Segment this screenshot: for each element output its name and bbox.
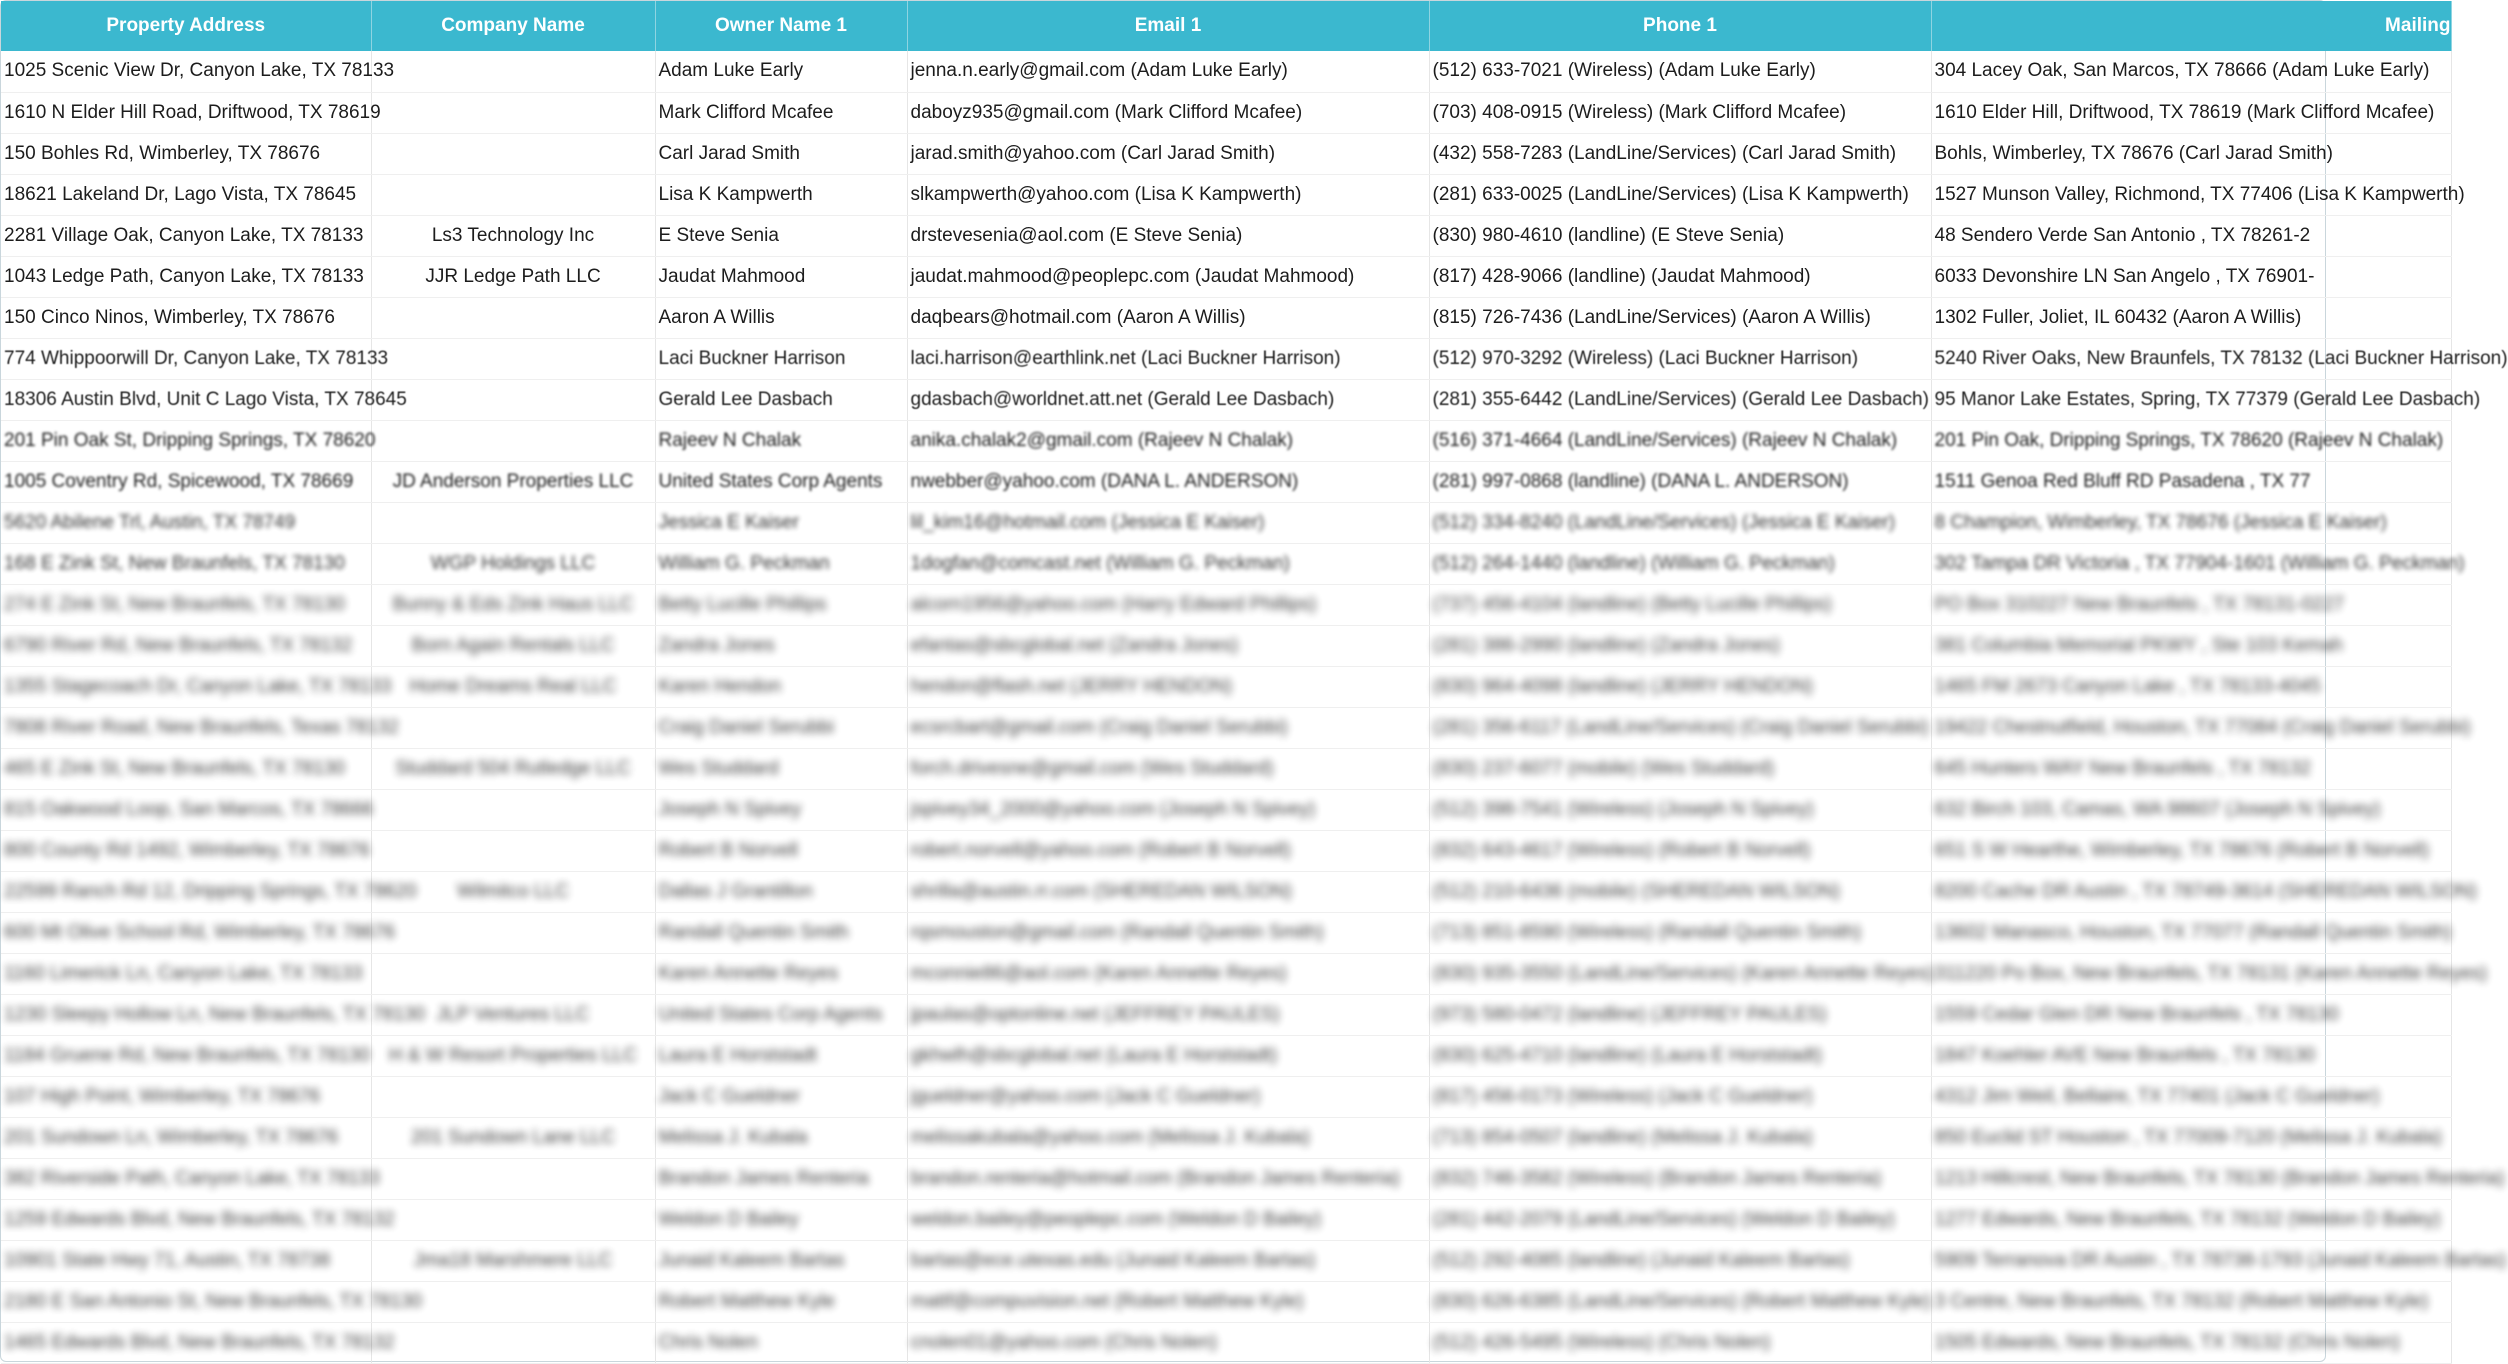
cell-phone[interactable]: (512) 292-4085 (landline) (Junaid Kaleem Bartas) bbox=[1429, 1240, 1931, 1281]
cell-property-address[interactable]: 1025 Scenic View Dr, Canyon Lake, TX 78133 bbox=[1, 51, 371, 92]
cell-owner-name[interactable]: Wes Studdard bbox=[655, 748, 907, 789]
cell-email[interactable]: gdasbach@worldnet.att.net (Gerald Lee Dasbach) bbox=[907, 379, 1429, 420]
cell-phone[interactable]: (432) 558-7283 (LandLine/Services) (Carl Jarad Smith) bbox=[1429, 133, 1931, 174]
cell-company-name[interactable]: Born Again Rentals LLC bbox=[371, 625, 655, 666]
cell-property-address[interactable]: 5620 Abilene Trl, Austin, TX 78749 bbox=[1, 502, 371, 543]
table-row[interactable] bbox=[1, 666, 2451, 707]
cell-owner-name[interactable]: Aaron A Willis bbox=[655, 297, 907, 338]
cell-email[interactable]: jpaulas@optonline.net (JEFFREY PAULES) bbox=[907, 994, 1429, 1035]
cell-phone[interactable]: (832) 643-4617 (Wireless) (Robert B Norvell) bbox=[1429, 830, 1931, 871]
cell-owner-name[interactable]: United States Corp Agents bbox=[655, 461, 907, 502]
table-row[interactable] bbox=[1, 912, 2451, 953]
cell-company-name[interactable] bbox=[371, 1076, 655, 1117]
cell-owner-name[interactable]: Chris Nolen bbox=[655, 1322, 907, 1363]
cell-company-name[interactable] bbox=[371, 133, 655, 174]
cell-phone[interactable]: (281) 386-2990 (landline) (Zandra Jones) bbox=[1429, 625, 1931, 666]
cell-phone[interactable]: (830) 964-4098 (landline) (JERRY HENDON) bbox=[1429, 666, 1931, 707]
cell-owner-name[interactable]: Craig Daniel Serubbi bbox=[655, 707, 907, 748]
cell-phone[interactable]: (737) 456-4104 (landline) (Betty Lucille Phillips) bbox=[1429, 584, 1931, 625]
cell-owner-name[interactable]: Rajeev N Chalak bbox=[655, 420, 907, 461]
cell-mailing[interactable]: 13602 Manasco, Houston, TX 77077 (Randall Quentin Smith) bbox=[1931, 912, 2451, 953]
cell-company-name[interactable] bbox=[371, 1281, 655, 1322]
cell-owner-name[interactable]: Jaudat Mahmood bbox=[655, 256, 907, 297]
cell-email[interactable]: jaudat.mahmood@peoplepc.com (Jaudat Mahmood) bbox=[907, 256, 1429, 297]
cell-company-name[interactable] bbox=[371, 502, 655, 543]
cell-phone[interactable]: (713) 851-8590 (Wireless) (Randall Quentin Smith) bbox=[1429, 912, 1931, 953]
cell-company-name[interactable]: JLP Ventures LLC bbox=[371, 994, 655, 1035]
cell-mailing[interactable]: 1213 Hillcrest, New Braunfels, TX 78130 (Brandon James Renteria) bbox=[1931, 1158, 2451, 1199]
cell-owner-name[interactable]: Betty Lucille Phillips bbox=[655, 584, 907, 625]
cell-property-address[interactable]: 18621 Lakeland Dr, Lago Vista, TX 78645 bbox=[1, 174, 371, 215]
cell-mailing[interactable]: 5909 Terranova DR Austin , TX 78738-1793 (Junaid Kaleem Bartas) bbox=[1931, 1240, 2451, 1281]
table-row[interactable] bbox=[1, 1281, 2451, 1322]
cell-owner-name[interactable]: Laura E Horststadt bbox=[655, 1035, 907, 1076]
cell-company-name[interactable] bbox=[371, 379, 655, 420]
cell-property-address[interactable]: 2281 Village Oak, Canyon Lake, TX 78133 bbox=[1, 215, 371, 256]
cell-owner-name[interactable]: Robert Matthew Kyle bbox=[655, 1281, 907, 1322]
table-row[interactable] bbox=[1, 625, 2451, 666]
cell-mailing[interactable]: 651 S W Hearthe, Wimberley, TX 78676 (Robert B Norvell) bbox=[1931, 830, 2451, 871]
cell-phone[interactable]: (512) 633-7021 (Wireless) (Adam Luke Early) bbox=[1429, 51, 1931, 92]
cell-mailing[interactable]: 1527 Munson Valley, Richmond, TX 77406 (Lisa K Kampwerth) bbox=[1931, 174, 2451, 215]
cell-mailing[interactable]: 632 Birch 103, Camas, WA 98607 (Joseph N Spivey) bbox=[1931, 789, 2451, 830]
cell-phone[interactable]: (281) 356-6117 (LandLine/Services) (Craig Daniel Serubbi) bbox=[1429, 707, 1931, 748]
cell-phone[interactable]: (830) 625-4710 (landline) (Laura E Horststadt) bbox=[1429, 1035, 1931, 1076]
cell-mailing[interactable]: 850 Euclid ST Houston , TX 77009-7120 (Melissa J. Kubala) bbox=[1931, 1117, 2451, 1158]
cell-owner-name[interactable]: Lisa K Kampwerth bbox=[655, 174, 907, 215]
cell-phone[interactable]: (817) 428-9066 (landline) (Jaudat Mahmood) bbox=[1429, 256, 1931, 297]
cell-owner-name[interactable]: Gerald Lee Dasbach bbox=[655, 379, 907, 420]
table-row[interactable] bbox=[1, 789, 2451, 830]
cell-mailing[interactable]: 8 Champion, Wimberley, TX 78676 (Jessica E Kaiser) bbox=[1931, 502, 2451, 543]
cell-phone[interactable]: (713) 854-0507 (landline) (Melissa J. Kubala) bbox=[1429, 1117, 1931, 1158]
table-row[interactable] bbox=[1, 174, 2451, 215]
cell-property-address[interactable]: 107 High Point, Wimberley, TX 78676 bbox=[1, 1076, 371, 1117]
cell-email[interactable]: forch.drivesne@gmail.com (Wes Studdard) bbox=[907, 748, 1429, 789]
cell-company-name[interactable] bbox=[371, 420, 655, 461]
cell-property-address[interactable]: 201 Sundown Ln, Wimberley, TX 78676 bbox=[1, 1117, 371, 1158]
leads-table bbox=[1, 1, 2508, 1364]
cell-property-address[interactable]: 1160 Limerick Ln, Canyon Lake, TX 78133 bbox=[1, 953, 371, 994]
cell-company-name[interactable] bbox=[371, 51, 655, 92]
cell-owner-name[interactable]: Joseph N Spivey bbox=[655, 789, 907, 830]
cell-owner-name[interactable]: Jessica E Kaiser bbox=[655, 502, 907, 543]
cell-mailing[interactable]: 95 Manor Lake Estates, Spring, TX 77379 (Gerald Lee Dasbach) bbox=[1931, 379, 2451, 420]
cell-email[interactable]: shrilla@austin.rr.com (SHEREDAN WILSON) bbox=[907, 871, 1429, 912]
cell-email[interactable]: alcorn1956@yahoo.com (Harry Edward Phillips) bbox=[907, 584, 1429, 625]
cell-company-name[interactable]: 201 Sundown Lane LLC bbox=[371, 1117, 655, 1158]
cell-email[interactable]: anika.chalak2@gmail.com (Rajeev N Chalak) bbox=[907, 420, 1429, 461]
cell-mailing[interactable]: 4312 Jim Weil, Bellaire, TX 77401 (Jack C Gueldner) bbox=[1931, 1076, 2451, 1117]
cell-company-name[interactable] bbox=[371, 707, 655, 748]
table-row[interactable] bbox=[1, 584, 2451, 625]
cell-phone[interactable]: (281) 442-2079 (LandLine/Services) (Weldon D Bailey) bbox=[1429, 1199, 1931, 1240]
cell-property-address[interactable]: 1465 Edwards Blvd, New Braunfels, TX 78132 bbox=[1, 1322, 371, 1363]
cell-property-address[interactable]: 7808 River Road, New Braunfels, Texas 78132 bbox=[1, 707, 371, 748]
cell-owner-name[interactable]: Zandra Jones bbox=[655, 625, 907, 666]
cell-owner-name[interactable]: Karen Annette Reyes bbox=[655, 953, 907, 994]
cell-mailing[interactable]: 1511 Genoa Red Bluff RD Pasadena , TX 77 bbox=[1931, 461, 2451, 502]
cell-phone[interactable]: (832) 746-3582 (Wireless) (Brandon James Renteria) bbox=[1429, 1158, 1931, 1199]
cell-email[interactable]: mattf@compuvision.net (Robert Matthew Kyle) bbox=[907, 1281, 1429, 1322]
cell-mailing[interactable]: 1847 Koehler AVE New Braunfels , TX 78130 bbox=[1931, 1035, 2451, 1076]
cell-phone[interactable]: (281) 355-6442 (LandLine/Services) (Gerald Lee Dasbach) bbox=[1429, 379, 1931, 420]
cell-company-name[interactable] bbox=[371, 174, 655, 215]
cell-property-address[interactable]: 2180 E San Antonio St, New Braunfels, TX 78130 bbox=[1, 1281, 371, 1322]
cell-owner-name[interactable]: Robert B Norvell bbox=[655, 830, 907, 871]
table-row[interactable] bbox=[1, 543, 2451, 584]
cell-phone[interactable]: (516) 371-4664 (LandLine/Services) (Rajeev N Chalak) bbox=[1429, 420, 1931, 461]
table-row[interactable] bbox=[1, 871, 2451, 912]
cell-company-name[interactable]: Home Dreams Real LLC bbox=[371, 666, 655, 707]
cell-email[interactable]: 1dogfan@comcast.net (William G. Peckman) bbox=[907, 543, 1429, 584]
cell-mailing[interactable]: 1277 Edwards, New Braunfels, TX 78132 (Weldon D Bailey) bbox=[1931, 1199, 2451, 1240]
cell-email[interactable]: bartas@ece.utexas.edu (Junaid Kaleem Bartas) bbox=[907, 1240, 1429, 1281]
cell-email[interactable]: jenna.n.early@gmail.com (Adam Luke Early) bbox=[907, 51, 1429, 92]
cell-property-address[interactable]: 1610 N Elder Hill Road, Driftwood, TX 78619 bbox=[1, 92, 371, 133]
cell-mailing[interactable]: Bohls, Wimberley, TX 78676 (Carl Jarad Smith) bbox=[1931, 133, 2451, 174]
cell-email[interactable]: daboyz935@gmail.com (Mark Clifford Mcafee) bbox=[907, 92, 1429, 133]
cell-company-name[interactable] bbox=[371, 92, 655, 133]
cell-owner-name[interactable]: Melissa J. Kubala bbox=[655, 1117, 907, 1158]
table-row[interactable] bbox=[1, 461, 2451, 502]
cell-property-address[interactable]: 1230 Sleepy Hollow Ln, New Braunfels, TX 78130 bbox=[1, 994, 371, 1035]
cell-phone[interactable]: (830) 980-4610 (landline) (E Steve Senia) bbox=[1429, 215, 1931, 256]
cell-email[interactable]: brandon.renteria@hotmail.com (Brandon James Renteria) bbox=[907, 1158, 1429, 1199]
cell-phone[interactable]: (817) 456-0173 (Wireless) (Jack C Gueldner) bbox=[1429, 1076, 1931, 1117]
table-row[interactable] bbox=[1, 256, 2451, 297]
column-header-property-address[interactable]: Property Address bbox=[1, 1, 371, 51]
cell-property-address[interactable]: 600 Mt Olive School Rd, Wimberley, TX 78676 bbox=[1, 912, 371, 953]
cell-property-address[interactable]: 10901 State Hwy 71, Austin, TX 78738 bbox=[1, 1240, 371, 1281]
cell-mailing[interactable]: 48 Sendero Verde San Antonio , TX 78261-2 bbox=[1931, 215, 2451, 256]
cell-owner-name[interactable]: Weldon D Bailey bbox=[655, 1199, 907, 1240]
cell-email[interactable]: drstevesenia@aol.com (E Steve Senia) bbox=[907, 215, 1429, 256]
cell-email[interactable]: cnolen01@yahoo.com (Chris Nolen) bbox=[907, 1322, 1429, 1363]
cell-owner-name[interactable]: Dallas J Grantillon bbox=[655, 871, 907, 912]
cell-owner-name[interactable]: Adam Luke Early bbox=[655, 51, 907, 92]
cell-phone[interactable]: (830) 935-3550 (LandLine/Services) (Karen Annette Reyes) bbox=[1429, 953, 1931, 994]
cell-mailing[interactable]: 201 Pin Oak, Dripping Springs, TX 78620 (Rajeev N Chalak) bbox=[1931, 420, 2451, 461]
cell-owner-name[interactable]: Laci Buckner Harrison bbox=[655, 338, 907, 379]
cell-owner-name[interactable]: Jack C Gueldner bbox=[655, 1076, 907, 1117]
cell-phone[interactable]: (830) 626-6385 (LandLine/Services) (Robert Matthew Kyle) bbox=[1429, 1281, 1931, 1322]
cell-owner-name[interactable]: Carl Jarad Smith bbox=[655, 133, 907, 174]
cell-email[interactable]: ecsrcbart@gmail.com (Craig Daniel Serubbi) bbox=[907, 707, 1429, 748]
cell-email[interactable]: melissakubala@yahoo.com (Melissa J. Kubala) bbox=[907, 1117, 1429, 1158]
column-header-email[interactable]: Email 1 bbox=[907, 1, 1429, 51]
cell-company-name[interactable] bbox=[371, 830, 655, 871]
table-row[interactable] bbox=[1, 1199, 2451, 1240]
table-row[interactable] bbox=[1, 953, 2451, 994]
cell-email[interactable]: mconnie86@aol.com (Karen Annette Reyes) bbox=[907, 953, 1429, 994]
cell-email[interactable]: slkampwerth@yahoo.com (Lisa K Kampwerth) bbox=[907, 174, 1429, 215]
cell-phone[interactable]: (815) 726-7436 (LandLine/Services) (Aaron A Willis) bbox=[1429, 297, 1931, 338]
table-row[interactable] bbox=[1, 994, 2451, 1035]
header-row bbox=[1, 1, 2451, 51]
cell-property-address[interactable]: 22599 Ranch Rd 12, Dripping Springs, TX 78620 bbox=[1, 871, 371, 912]
table-row[interactable] bbox=[1, 338, 2451, 379]
cell-email[interactable]: robert.norvell@yahoo.com (Robert B Norvell) bbox=[907, 830, 1429, 871]
cell-company-name[interactable]: Ls3 Technology Inc bbox=[371, 215, 655, 256]
cell-mailing[interactable]: 311220 Po Box, New Braunfels, TX 78131 (Karen Annette Reyes) bbox=[1931, 953, 2451, 994]
cell-phone[interactable]: (512) 426-5495 (Wireless) (Chris Nolen) bbox=[1429, 1322, 1931, 1363]
cell-property-address[interactable]: 1005 Coventry Rd, Spicewood, TX 78669 bbox=[1, 461, 371, 502]
table-row[interactable] bbox=[1, 215, 2451, 256]
cell-company-name[interactable] bbox=[371, 338, 655, 379]
cell-email[interactable]: daqbears@hotmail.com (Aaron A Willis) bbox=[907, 297, 1429, 338]
table-row[interactable] bbox=[1, 748, 2451, 789]
cell-company-name[interactable]: WGP Holdings LLC bbox=[371, 543, 655, 584]
cell-owner-name[interactable]: Mark Clifford Mcafee bbox=[655, 92, 907, 133]
cell-property-address[interactable]: 150 Bohles Rd, Wimberley, TX 78676 bbox=[1, 133, 371, 174]
cell-phone[interactable]: (512) 264-1440 (landline) (William G. Peckman) bbox=[1429, 543, 1931, 584]
cell-mailing[interactable]: 1505 Edwards, New Braunfels, TX 78132 (Chris Nolen) bbox=[1931, 1322, 2451, 1363]
cell-phone[interactable]: (830) 237-6077 (mobile) (Wes Studdard) bbox=[1429, 748, 1931, 789]
cell-owner-name[interactable]: William G. Peckman bbox=[655, 543, 907, 584]
cell-mailing[interactable]: 19422 Chestnutfield, Houston, TX 77084 (Craig Daniel Serubbi) bbox=[1931, 707, 2451, 748]
cell-company-name[interactable] bbox=[371, 1199, 655, 1240]
cell-company-name[interactable] bbox=[371, 953, 655, 994]
cell-company-name[interactable] bbox=[371, 912, 655, 953]
cell-property-address[interactable]: 1184 Gruene Rd, New Braunfels, TX 78130 bbox=[1, 1035, 371, 1076]
table-row[interactable] bbox=[1, 420, 2451, 461]
table-header bbox=[1, 1, 2451, 51]
table-row[interactable] bbox=[1, 1322, 2451, 1363]
cell-mailing[interactable]: 3 Centre, New Braunfels, TX 78132 (Robert Matthew Kyle) bbox=[1931, 1281, 2451, 1322]
table-row[interactable] bbox=[1, 1035, 2451, 1076]
column-header-company-name[interactable]: Company Name bbox=[371, 1, 655, 51]
cell-mailing[interactable]: 1465 FM 2673 Canyon Lake , TX 78133-4045 bbox=[1931, 666, 2451, 707]
table-row[interactable] bbox=[1, 1076, 2451, 1117]
cell-property-address[interactable]: 168 E Zink St, New Braunfels, TX 78130 bbox=[1, 543, 371, 584]
cell-email[interactable]: jspivey34_2000@yahoo.com (Joseph N Spivey) bbox=[907, 789, 1429, 830]
cell-company-name[interactable]: JD Anderson Properties LLC bbox=[371, 461, 655, 502]
cell-email[interactable]: nwebber@yahoo.com (DANA L. ANDERSON) bbox=[907, 461, 1429, 502]
cell-email[interactable]: gkhwlh@sbcglobal.net (Laura E Horststadt) bbox=[907, 1035, 1429, 1076]
cell-phone[interactable]: (281) 633-0025 (LandLine/Services) (Lisa K Kampwerth) bbox=[1429, 174, 1931, 215]
cell-owner-name[interactable]: Karen Hendon bbox=[655, 666, 907, 707]
cell-mailing[interactable]: 381 Columbia Memorial PKWY , Ste 103 Kemah bbox=[1931, 625, 2451, 666]
cell-mailing[interactable]: 304 Lacey Oak, San Marcos, TX 78666 (Adam Luke Early) bbox=[1931, 51, 2451, 92]
table-row[interactable] bbox=[1, 133, 2451, 174]
cell-mailing[interactable]: 645 Hunters WAY New Braunfels , TX 78132 bbox=[1931, 748, 2451, 789]
column-header-mailing[interactable]: Mailing bbox=[1931, 1, 2451, 51]
cell-company-name[interactable] bbox=[371, 1158, 655, 1199]
cell-mailing[interactable]: 8200 Cache DR Austin , TX 78749-3614 (SHEREDAN WILSON) bbox=[1931, 871, 2451, 912]
cell-mailing[interactable]: 6033 Devonshire LN San Angelo , TX 76901- bbox=[1931, 256, 2451, 297]
cell-owner-name[interactable]: United States Corp Agents bbox=[655, 994, 907, 1035]
cell-property-address[interactable]: 1043 Ledge Path, Canyon Lake, TX 78133 bbox=[1, 256, 371, 297]
column-header-owner-name[interactable]: Owner Name 1 bbox=[655, 1, 907, 51]
cell-mailing[interactable]: 302 Tampa DR Victoria , TX 77904-1601 (William G. Peckman) bbox=[1931, 543, 2451, 584]
cell-property-address[interactable]: 382 Riverside Path, Canyon Lake, TX 78133 bbox=[1, 1158, 371, 1199]
cell-company-name[interactable]: Studdard 504 Rutledge LLC bbox=[371, 748, 655, 789]
cell-company-name[interactable]: Bunny & Eds Zink Haus LLC bbox=[371, 584, 655, 625]
cell-company-name[interactable]: Wilmitco LLC bbox=[371, 871, 655, 912]
table-row[interactable] bbox=[1, 51, 2451, 92]
cell-email[interactable]: hendon@flash.net (JERRY HENDON) bbox=[907, 666, 1429, 707]
cell-property-address[interactable]: 150 Cinco Ninos, Wimberley, TX 78676 bbox=[1, 297, 371, 338]
cell-email[interactable]: rqsmouston@gmail.com (Randall Quentin Smith) bbox=[907, 912, 1429, 953]
table-row[interactable] bbox=[1, 707, 2451, 748]
cell-phone[interactable]: (512) 210-6436 (mobile) (SHEREDAN WILSON) bbox=[1429, 871, 1931, 912]
cell-email[interactable]: jarad.smith@yahoo.com (Carl Jarad Smith) bbox=[907, 133, 1429, 174]
cell-mailing[interactable]: 5240 River Oaks, New Braunfels, TX 78132 (Laci Buckner Harrison) bbox=[1931, 338, 2451, 379]
table-row[interactable] bbox=[1, 379, 2451, 420]
cell-mailing[interactable]: 1610 Elder Hill, Driftwood, TX 78619 (Mark Clifford Mcafee) bbox=[1931, 92, 2451, 133]
table-row[interactable] bbox=[1, 1117, 2451, 1158]
cell-property-address[interactable]: 1355 Stagecoach Dr, Canyon Lake, TX 78133 bbox=[1, 666, 371, 707]
cell-email[interactable]: weldon.bailey@peoplepc.com (Weldon D Bailey) bbox=[907, 1199, 1429, 1240]
cell-phone[interactable]: (512) 334-8240 (LandLine/Services) (Jessica E Kaiser) bbox=[1429, 502, 1931, 543]
cell-email[interactable]: jgueldner@yahoo.com (Jack C Gueldner) bbox=[907, 1076, 1429, 1117]
table-row[interactable] bbox=[1, 1240, 2451, 1281]
cell-company-name[interactable] bbox=[371, 297, 655, 338]
table-row[interactable] bbox=[1, 830, 2451, 871]
cell-property-address[interactable]: 6790 River Rd, New Braunfels, TX 78132 bbox=[1, 625, 371, 666]
cell-phone[interactable]: (512) 398-7541 (Wireless) (Joseph N Spivey) bbox=[1429, 789, 1931, 830]
cell-property-address[interactable]: 201 Pin Oak St, Dripping Springs, TX 78620 bbox=[1, 420, 371, 461]
cell-company-name[interactable]: JJR Ledge Path LLC bbox=[371, 256, 655, 297]
table-row[interactable] bbox=[1, 1158, 2451, 1199]
cell-email[interactable]: efantas@sbcglobal.net (Zandra Jones) bbox=[907, 625, 1429, 666]
cell-mailing[interactable]: PO Box 310227 New Braunfels , TX 78131-0227 bbox=[1931, 584, 2451, 625]
cell-phone[interactable]: (973) 580-0472 (landline) (JEFFREY PAULES) bbox=[1429, 994, 1931, 1035]
cell-company-name[interactable]: Jma18 Marshmere LLC bbox=[371, 1240, 655, 1281]
cell-phone[interactable]: (512) 970-3292 (Wireless) (Laci Buckner Harrison) bbox=[1429, 338, 1931, 379]
cell-phone[interactable]: (281) 997-0868 (landline) (DANA L. ANDERSON) bbox=[1429, 461, 1931, 502]
cell-email[interactable]: laci.harrison@earthlink.net (Laci Buckner Harrison) bbox=[907, 338, 1429, 379]
cell-phone[interactable]: (703) 408-0915 (Wireless) (Mark Clifford Mcafee) bbox=[1429, 92, 1931, 133]
cell-company-name[interactable]: H & W Resort Properties LLC bbox=[371, 1035, 655, 1076]
cell-property-address[interactable]: 274 E Zink St, New Braunfels, TX 78130 bbox=[1, 584, 371, 625]
cell-company-name[interactable] bbox=[371, 789, 655, 830]
table-body bbox=[1, 51, 2508, 1363]
cell-property-address[interactable]: 18306 Austin Blvd, Unit C Lago Vista, TX 78645 bbox=[1, 379, 371, 420]
column-header-phone[interactable]: Phone 1 bbox=[1429, 1, 1931, 51]
cell-property-address[interactable]: 815 Oakwood Loop, San Marcos, TX 78666 bbox=[1, 789, 371, 830]
table-row[interactable] bbox=[1, 297, 2451, 338]
cell-property-address[interactable]: 774 Whippoorwill Dr, Canyon Lake, TX 78133 bbox=[1, 338, 371, 379]
cell-property-address[interactable]: 800 County Rd 1492, Wimberley, TX 78676 bbox=[1, 830, 371, 871]
cell-owner-name[interactable]: E Steve Senia bbox=[655, 215, 907, 256]
cell-property-address[interactable]: 465 E Zink St, New Braunfels, TX 78130 bbox=[1, 748, 371, 789]
cell-mailing[interactable]: 1559 Cedar Glen DR New Braunfels , TX 78130 bbox=[1931, 994, 2451, 1035]
cell-email[interactable]: lil_kim16@hotmail.com (Jessica E Kaiser) bbox=[907, 502, 1429, 543]
cell-owner-name[interactable]: Randall Quentin Smith bbox=[655, 912, 907, 953]
table-row[interactable] bbox=[1, 502, 2451, 543]
table-row[interactable] bbox=[1, 92, 2451, 133]
cell-mailing[interactable]: 1302 Fuller, Joliet, IL 60432 (Aaron A Willis) bbox=[1931, 297, 2451, 338]
cell-property-address[interactable]: 1259 Edwards Blvd, New Braunfels, TX 78132 bbox=[1, 1199, 371, 1240]
cell-owner-name[interactable]: Junaid Kaleem Bartas bbox=[655, 1240, 907, 1281]
cell-company-name[interactable] bbox=[371, 1322, 655, 1363]
cell-owner-name[interactable]: Brandon James Renteria bbox=[655, 1158, 907, 1199]
